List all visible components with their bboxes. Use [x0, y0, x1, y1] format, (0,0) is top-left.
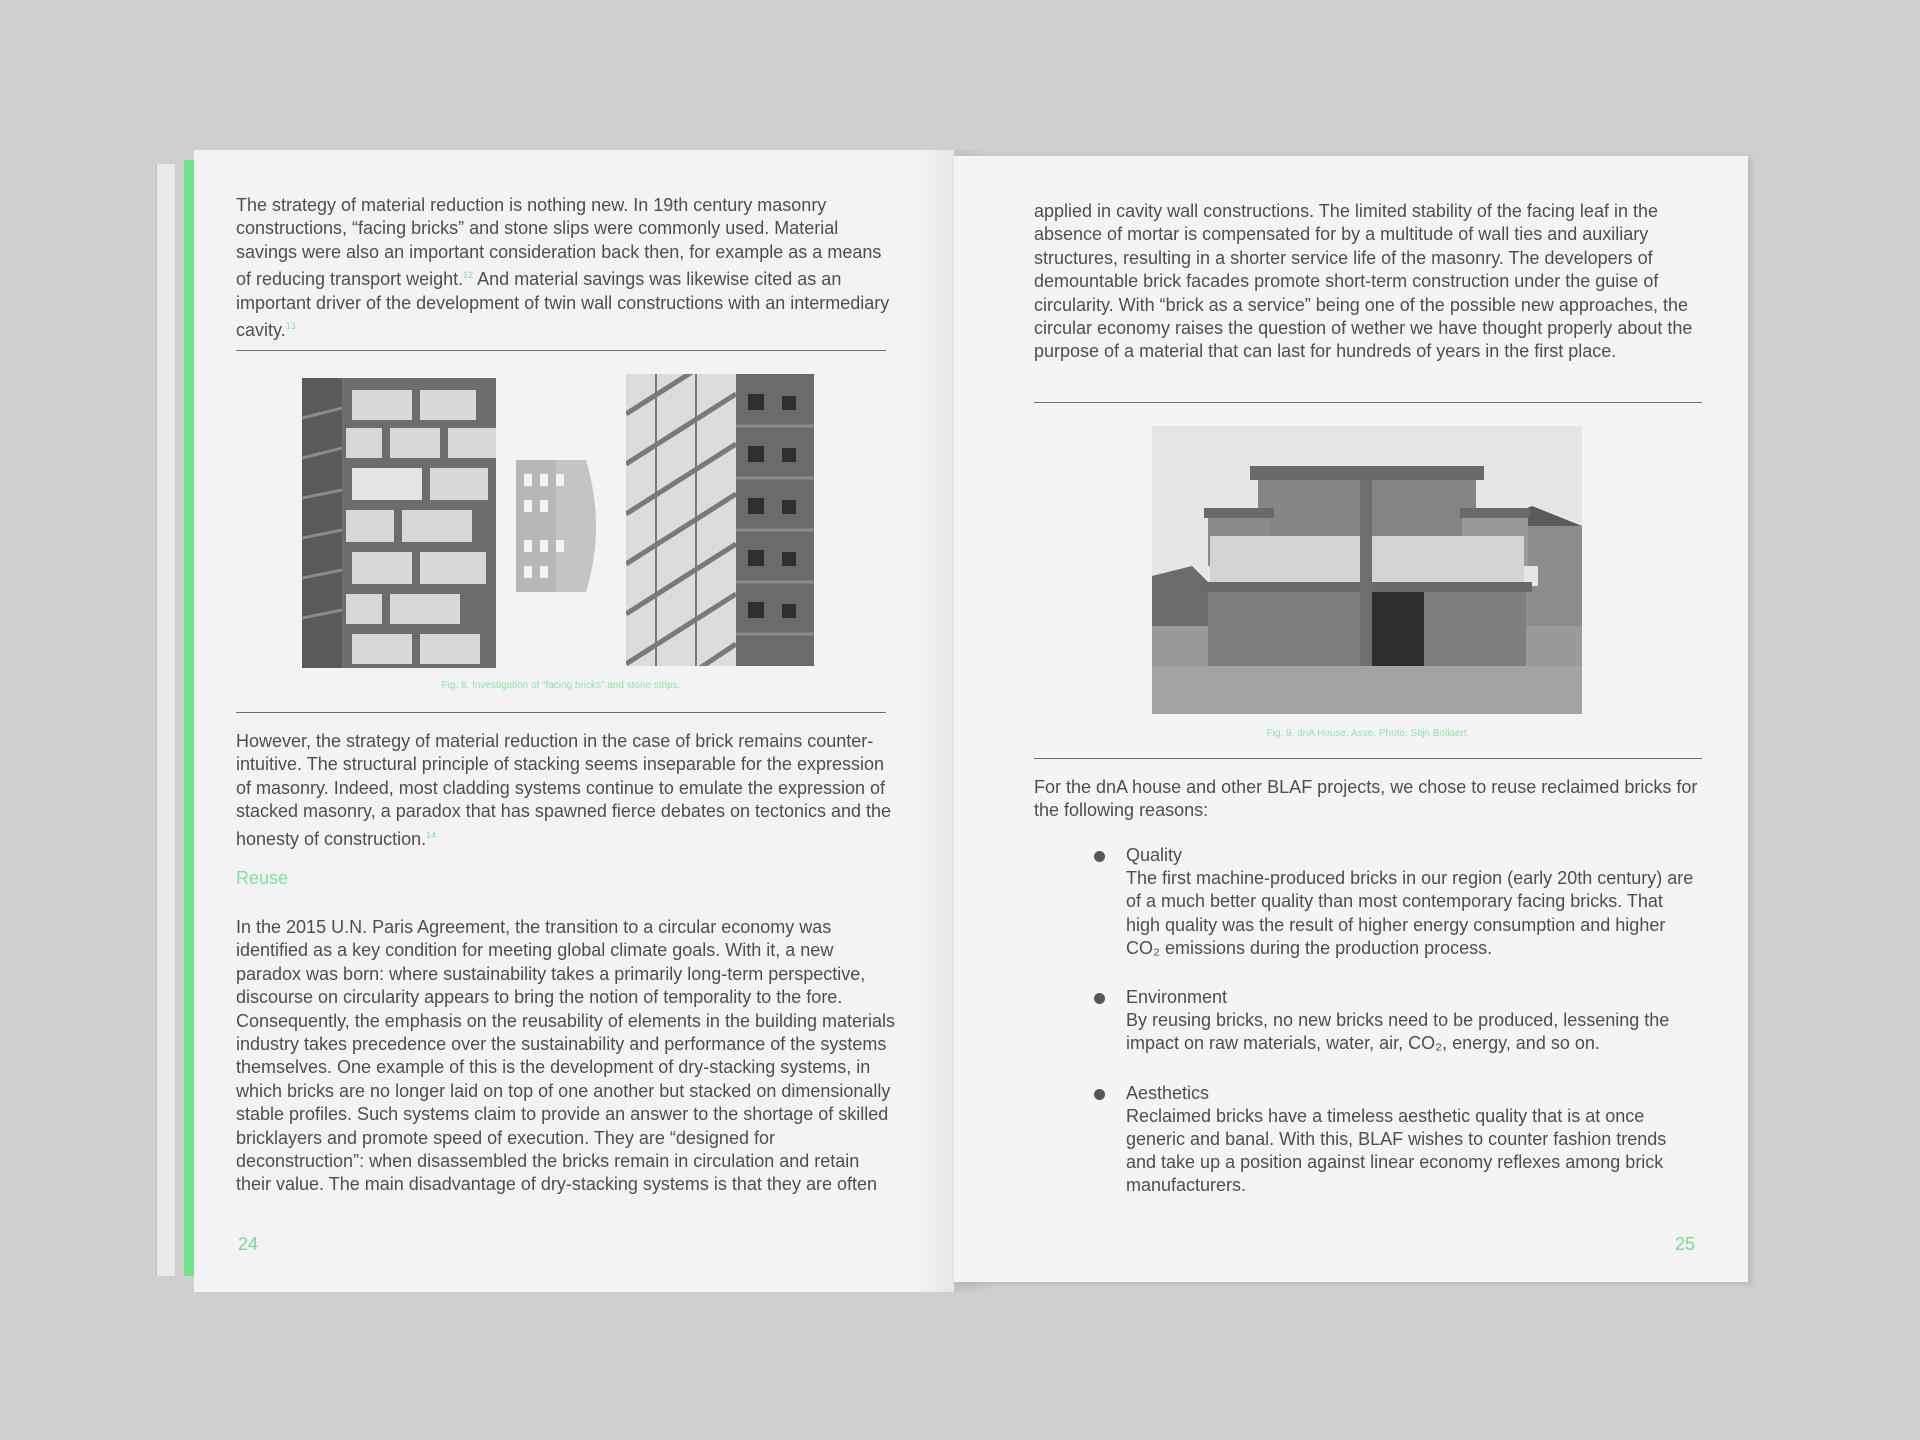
list-item-title: Quality: [1126, 845, 1183, 865]
intro-text-cont: And material savings was likewise cited as an important driver of the development of twin wall constructions with an intermediary cavity.: [236, 269, 890, 341]
list-item: [1094, 1082, 1694, 1198]
divider: [1034, 402, 1702, 403]
list-item-title: Environment: [1126, 987, 1228, 1008]
brick-section-drawing: [516, 460, 606, 592]
brick-corner-image: [302, 378, 496, 668]
right-page: [954, 156, 1748, 1282]
section-heading: Reuse: [236, 868, 289, 888]
brick-diagonal-image: [626, 374, 814, 666]
left-page: [194, 150, 954, 1292]
paragraph-2: For the dnA house and other BLAF projects, we chose to reuse reclaimed bricks for the following reasons:: [1034, 777, 1698, 821]
footnote-ref: 12: [463, 270, 474, 281]
paragraph-3: In the 2015 U.N. Paris Agreement, the transition to a circular economy was identified as a key condition for meeting global climate goals. With it, a new paradox was born: where sustainability takes a primarily long-term perspective, discourse on circularity appears to bring the notion of temporality to the fore. Consequently, the emphasis on the reusability of elements in the building materials industry takes precedence over the sustainability and performance of the systems themselves. One example of this is the development of dry-stacking systems, in which bricks are no longer laid on top of one another but stacked on dimensionally stable profiles. Such systems claim to provide an answer to the shortage of skilled bricklayers and promote speed of execution. They are “designed for deconstruction”: when disassembled the bricks remain in circulation and retain their value. The main disadvantage of dry-stacking systems is that they are often: [236, 917, 896, 1195]
brick-diagonal-photo: [626, 374, 814, 666]
intro-text: The strategy of material reduction is nothing new. In 19th century masonry constructions, “facing bricks” and stone slips were commonly used. Material savings were also an important consideration back then, for example as a means of reducing transport weight.: [236, 195, 882, 290]
divider: [236, 350, 886, 351]
dna-house-photo: [1152, 426, 1582, 714]
dna-house-image: [1152, 426, 1582, 714]
list-item-body: By reusing bricks, no new bricks need to be produced, lessening the impact on raw materials, water, air, CO₂, energy, and so on.: [1126, 1010, 1670, 1054]
page-stack-edge: [156, 164, 175, 1276]
footnote-ref: 13: [285, 321, 296, 332]
bullet-dot: [1094, 993, 1105, 1004]
paragraph-2: [236, 730, 896, 851]
brick-section-image: [516, 460, 606, 592]
bullet-dot: [1094, 851, 1105, 862]
list-item: [1094, 844, 1694, 960]
footnote-ref: 14: [426, 829, 437, 840]
page-number: 25: [1675, 1234, 1696, 1254]
intro-paragraph: [236, 194, 896, 342]
page-number: 24: [238, 1234, 259, 1254]
list-item-body: The first machine-produced bricks in our region (early 20th century) are of a much better quality than most contemporary facing bricks. That high quality was the result of higher energy consumption and higher CO₂ emissions during the production process.: [1126, 868, 1694, 958]
paragraph-2-text: However, the strategy of material reduction in the case of brick remains counter-intuitive. The structural principle of stacking seems inseparable for the expression of masonry. Indeed, most cladding systems continue to emulate the expression of stacked masonry, a paradox that has spawned fierce debates on tectonics and the honesty of construction.: [236, 731, 892, 849]
paragraph-1: applied in cavity wall constructions. The limited stability of the facing leaf in the absence of mortar is compensated for by a multitude of wall ties and auxiliary structures, resulting in a shorter service life of the masonry. The developers of demountable brick facades promote short-term construction under the guise of circularity. With “brick as a service” being one of the possible new approaches, the circular economy raises the question of wether we have thought properly about the purpose of a material that can last for hundreds of years in the first place.: [1034, 201, 1693, 362]
bullet-dot: [1094, 1089, 1105, 1100]
divider: [1034, 758, 1702, 759]
reasons-list: [1094, 844, 1694, 1224]
figure-caption: Fig. 8. Investigation of “facing bricks” and stone strips.: [441, 680, 681, 691]
green-page-edge: [184, 160, 194, 1276]
brick-corner-photo: [302, 378, 496, 668]
list-item-title: Aesthetics: [1126, 1082, 1210, 1103]
figure-caption: Fig. 9. dnA House, Asse. Photo: Stijn Bollaert.: [1266, 728, 1470, 739]
divider: [236, 712, 886, 713]
list-item-body: Reclaimed bricks have a timeless aesthetic quality that is at once generic and banal. With this, BLAF wishes to counter fashion trends and take up a position against linear economy reflexes among brick manufacturers.: [1126, 1105, 1667, 1196]
list-item: [1094, 986, 1694, 1056]
